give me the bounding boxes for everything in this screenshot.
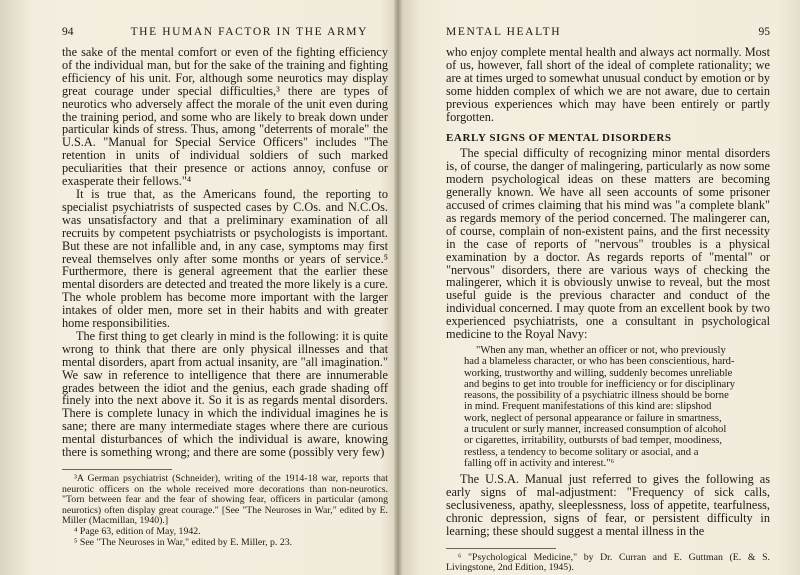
quote-line: or cigarettes, irritability, outbursts of bad temper, moodiness, bbox=[464, 435, 723, 447]
paragraph: The special difficulty of recognizing minor mental disorders is, of course, the danger of malingering, particularly as now some modern psychological ideas on these matters are becoming generally known. We have all seen accounts of some prisoner accused of crimes claiming that his mind was "a complete blank" as regards memory of the period concerned. The malingerer can, of course, complain of non-existent pains, and the first necessity in the case of reports of "nervous" troubles is a physical examination by a doctor. As regards reports of "mental" or "nervous" disorders, there are various ways of checking the malingerer, which it is obviously unwise to reveal, but the most useful guide is the previous character and conduct of the individual concerned. I may quote from an excellent book by two experienced psychiatrists, one a consultant in psychological medicine to the Royal Navy: bbox=[446, 146, 770, 342]
right-page bbox=[398, 0, 800, 575]
quote-line: work, neglect of personal appearance or failure in smartness, bbox=[464, 412, 722, 424]
footnote: ³A German psychiatrist (Schneider), writing of the 1914-18 war, reports that neurotic officers on the whole received more decorations than non-neurotics. "Torn between fear and the fear of showing fear, officers in particular (among neurotics) often display great courage." [See "The Neuroses in War," edited by E. Miller (Macmillan, 1940).] bbox=[62, 473, 388, 527]
left-footnotes bbox=[62, 474, 388, 548]
footnote: ⁶ "Psychological Medicine," by Dr. Curran and E. Guttman (E. & S. Livingstone, 2nd Edition, 1945). bbox=[446, 551, 770, 574]
paragraph: the sake of the mental comfort or even of the fighting efficiency of the individual man, but for the sake of the training and fighting efficiency of his unit. For, although some neurotics may display great courage under special difficulties,³ there are types of neurotics who adversely affect the morale of the unit even during the training period, and some who are likely to break down under particular kinds of stress. Thus, among "deterrents of morale" the U.S.A. "Manual for Special Service Officers" includes "The retention in units of individual soldiers of such marked peculiarities that their presence or actions annoy, confuse or exasperate their fellows."⁴ bbox=[62, 45, 388, 189]
right-running-head bbox=[446, 26, 770, 46]
paragraph: The U.S.A. Manual just referred to gives the following as early signs of mal-adjustment: "Frequency of sick calls, seclusiveness, apathy, sleeplessness, loss of appetite, tearfulness, chronic depression, signs of fear, or persistent difficulty in learning; these should suggest a mental illness in the bbox=[446, 472, 770, 538]
section-heading: EARLY SIGNS OF MENTAL DISORDERS bbox=[446, 132, 672, 145]
quote-line: and begins to get into trouble for inefficiency or for disciplinary bbox=[464, 378, 736, 390]
block-quote bbox=[464, 345, 770, 469]
paragraph: It is true that, as the Americans found, the reporting to specialist psychiatrists of suspected cases by C.Os. and N.C.Os. was unsatisfactory and that a preliminary examination of all recruits by competent psychiatrists or psychologists is important. But these are not infallible and, in any case, symptoms may first reveal themselves only after some months or years of service.⁵ Furthermore, there is general agreement that the earlier these mental disorders are detected and treated the more likely is a cure. The whole problem has become more important with the larger intakes of older men, more set in their habits and with greater home responsibilities. bbox=[62, 186, 388, 331]
quote-line: restless, a tendency to become solitary or asocial, and a bbox=[464, 446, 699, 458]
running-title-right: MENTAL HEALTH bbox=[446, 26, 562, 38]
footnote: ⁵ See "The Neuroses in War," edited by E. Miller, p. 23. bbox=[74, 536, 293, 548]
quote-line: working, trustworthy and willing, suddenly becomes unreliable bbox=[464, 367, 733, 379]
left-body-text bbox=[62, 46, 388, 459]
quote-line: in mind. Frequent manifestations of this kind are: slipshod bbox=[464, 401, 712, 413]
page-number-right: 95 bbox=[758, 26, 770, 38]
footnote-rule bbox=[446, 548, 556, 549]
quote-line: "When any man, whether an officer or not, who previously bbox=[476, 344, 726, 356]
quote-line: reasons, the possibility of a psychiatric illness should be borne bbox=[464, 390, 729, 402]
right-body-text bbox=[446, 46, 770, 538]
book-gutter bbox=[394, 0, 402, 575]
paragraph: who enjoy complete mental health and always act normally. Most of us, however, fall short of the ideal of complete rationality; we are at times urged to somewhat unusual conduct by emotion or by some hidden complex of which we are not aware, due to certain previous experiences which may have been entirely or partly forgotten. bbox=[446, 45, 770, 124]
page-number-left: 94 bbox=[62, 26, 74, 38]
running-title-left: THE HUMAN FACTOR IN THE ARMY bbox=[130, 26, 368, 38]
quote-line: falling off in activity and interest."⁶ bbox=[464, 457, 615, 469]
footnote: ⁴ Page 63, edition of May, 1942. bbox=[74, 525, 201, 537]
left-page bbox=[0, 0, 398, 575]
quote-line: had a blameless character, or who has been conscientious, hard- bbox=[464, 356, 735, 368]
paragraph: The first thing to get clearly in mind is the following: it is quite wrong to think that there are only physical illnesses and that mental disorders, apart from actual insanity, are "all imagination." We saw in reference to intelligence that there are innumerable grades between the idiot and the genius, each grade shading off finely into the next above it. So it is as regards mental disorders. There is complete lunacy in which the individual imagines he is sane; there are many intermediate stages where there are curious mental disturbances of which the individual is aware, knowing there is something wrong; and there are some (possibly very few) bbox=[62, 328, 388, 460]
left-running-head bbox=[62, 26, 388, 46]
footnote-rule bbox=[62, 469, 172, 470]
quote-line: a truculent or surly manner, increased consumption of alcohol bbox=[464, 424, 727, 436]
right-footnotes bbox=[446, 553, 770, 574]
